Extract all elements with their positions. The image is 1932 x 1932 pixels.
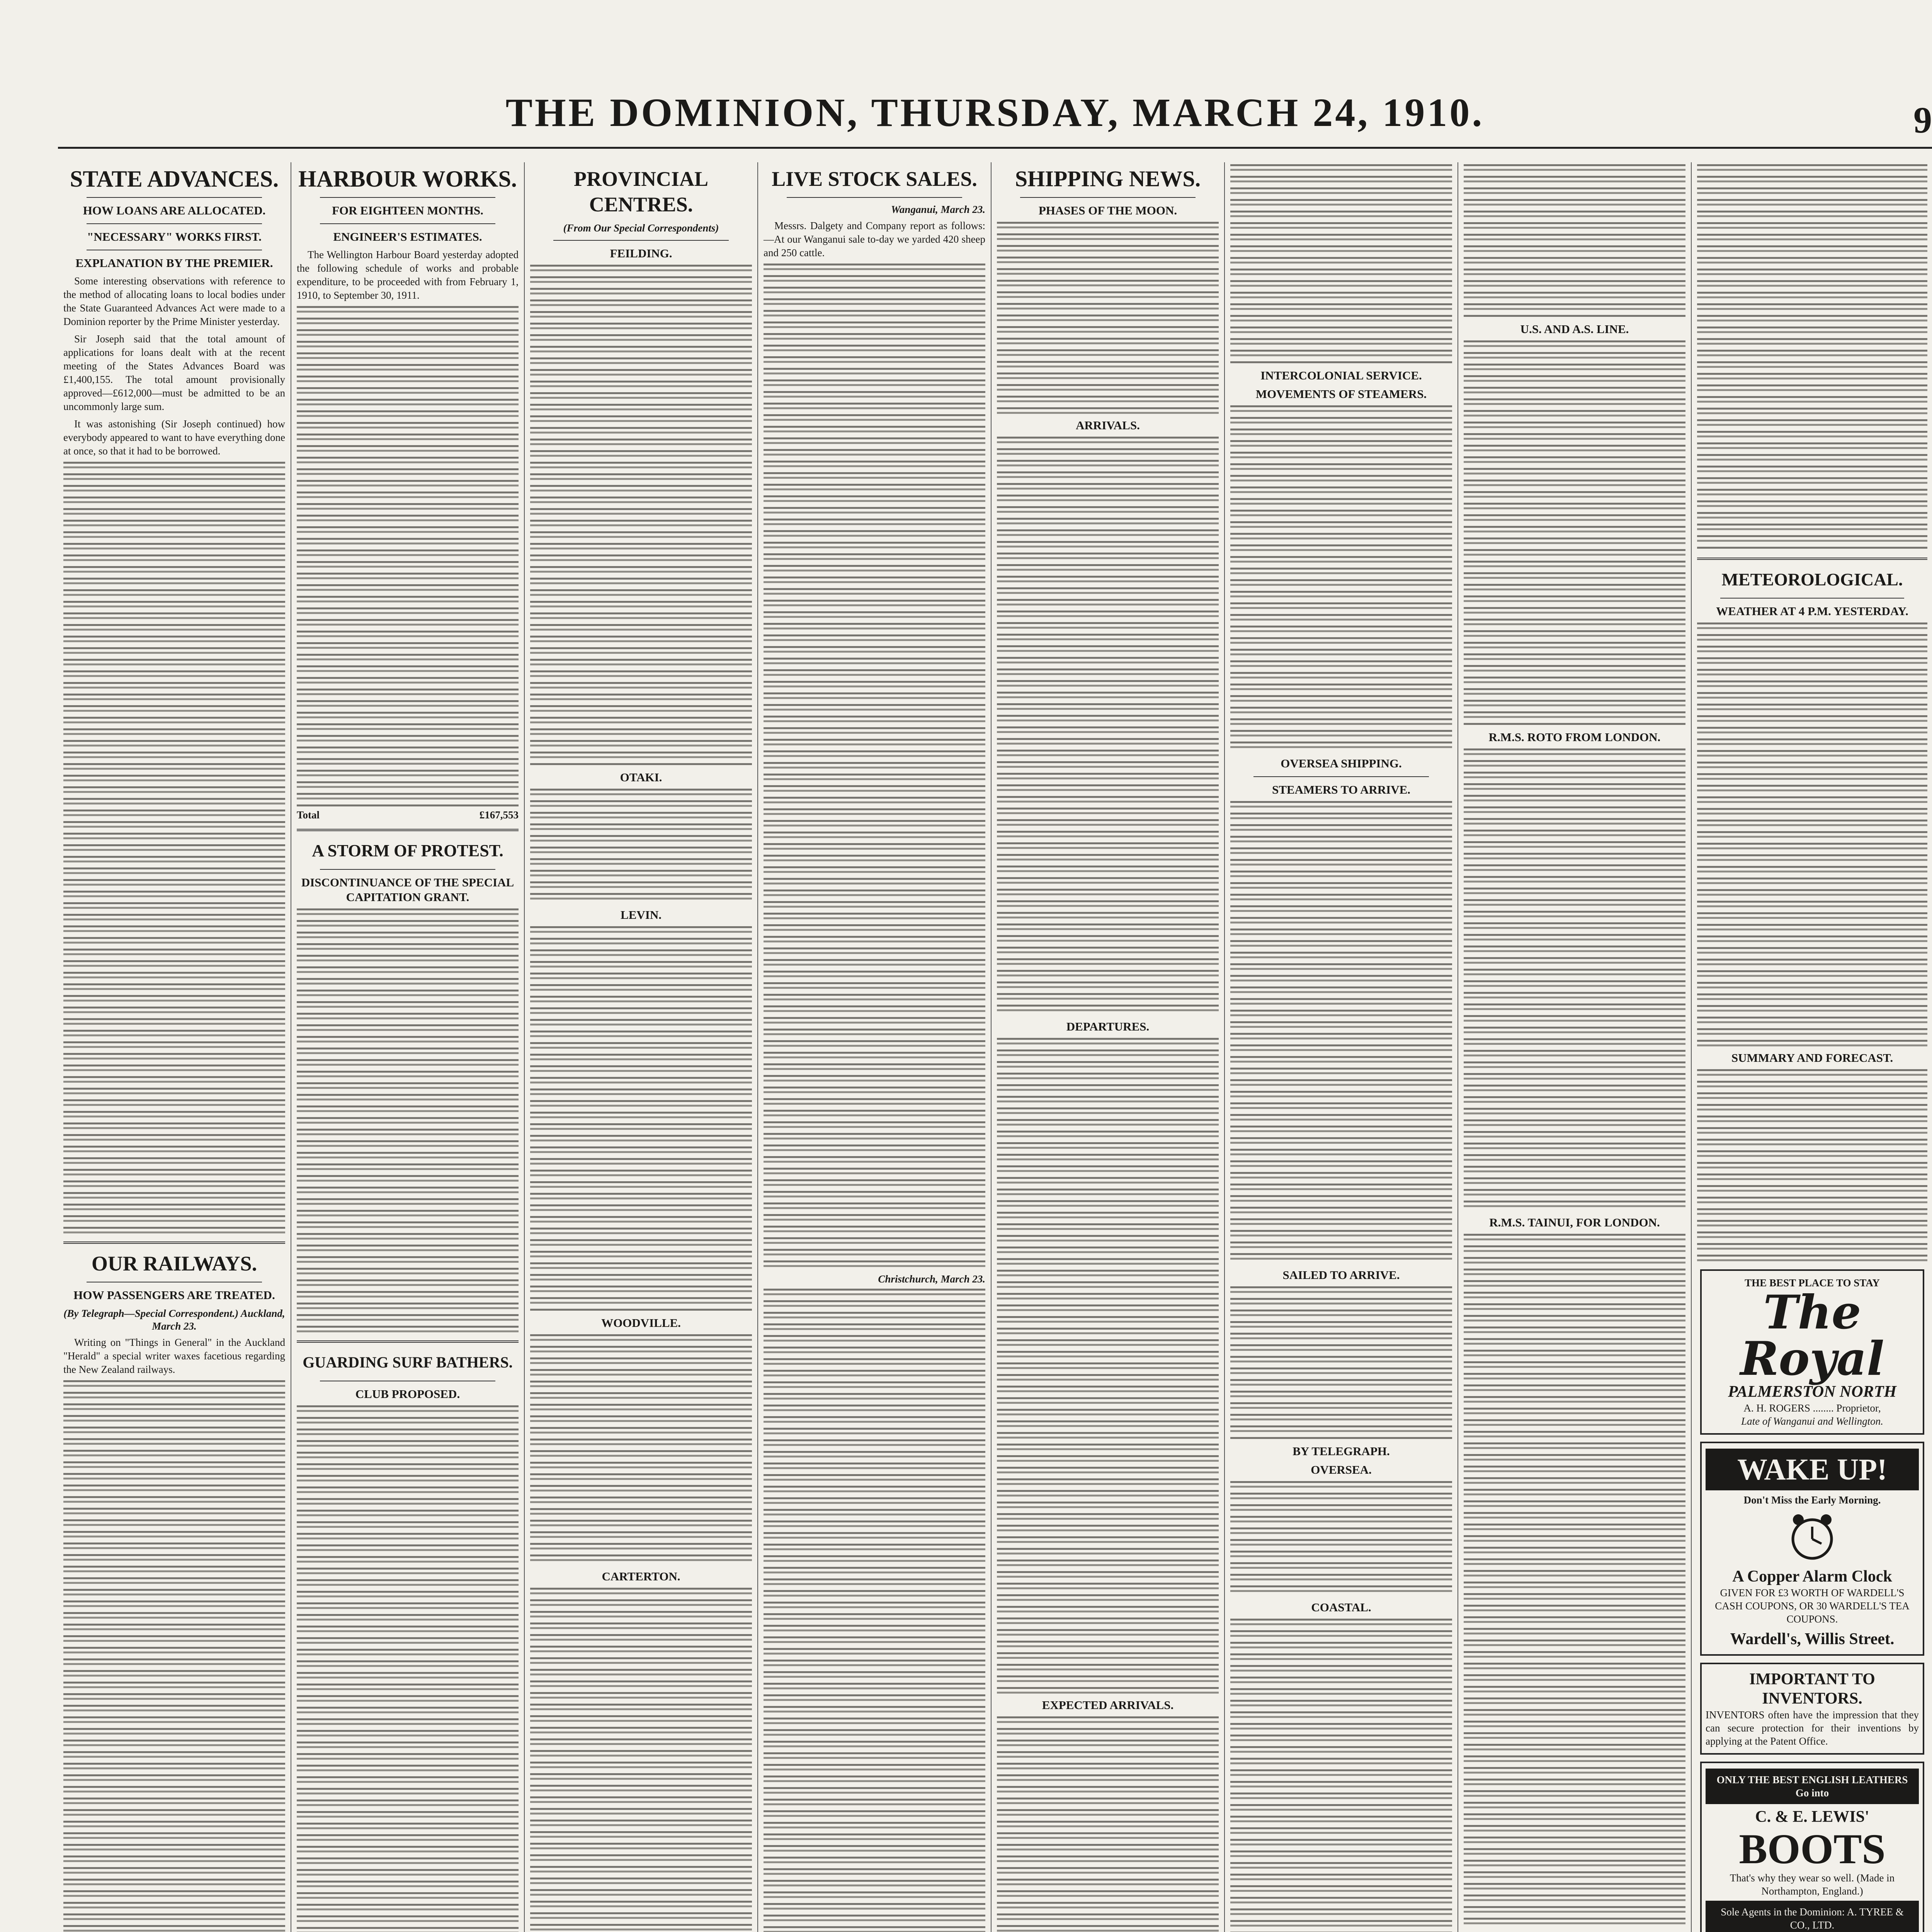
advert-tagline: ONLY THE BEST ENGLISH LEATHERS Go into	[1706, 1769, 1919, 1804]
divider	[87, 197, 262, 198]
headline-our-railways: OUR RAILWAYS.	[91, 1252, 257, 1275]
subhead: SUMMARY AND FORECAST.	[1731, 1051, 1893, 1065]
advert-headline: IMPORTANT TO INVENTORS.	[1749, 1670, 1875, 1708]
article-text-block	[1230, 801, 1452, 1265]
moon-phases-table	[997, 222, 1219, 415]
article-text-block	[63, 462, 285, 1235]
advert-hotel-name: The Royal	[1740, 1285, 1884, 1386]
advert-offer: A Copper Alarm Clock	[1732, 1568, 1892, 1585]
subhead: HOW LOANS ARE ALLOCATED.	[83, 204, 266, 217]
subhead: (From Our Special Correspondents)	[563, 222, 719, 234]
weather-forecast	[1697, 1069, 1927, 1262]
advert-headline: WAKE UP!	[1706, 1449, 1919, 1490]
page-number: 9	[1913, 99, 1932, 141]
article-text-block	[1230, 1619, 1452, 1932]
article-text-block	[1464, 1234, 1685, 1929]
subhead: BY TELEGRAPH.	[1293, 1444, 1390, 1458]
article-text-block	[63, 1380, 285, 1932]
advert-agents: Sole Agents in the Dominion: A. TYREE & CO., LTD.	[1706, 1901, 1919, 1932]
article-paragraph: Messrs. Dalgety and Company report as follows:—At our Wanganui sale to-day we yarded 420 sheep and 250 cattle.	[764, 220, 985, 259]
article-paragraph: Sir Joseph said that the total amount of applications for loans dealt with at the recent meeting of the States Advances Board was £1,400,155. The total amount provisionally approved—£612,000—must be admitted to be an uncommonly large sum.	[63, 333, 285, 412]
article-text-block	[530, 1588, 752, 1932]
advert-proprietor: A. H. ROGERS ........ Proprietor,	[1743, 1402, 1881, 1414]
article-text-block	[297, 1405, 519, 1932]
article-text-block	[764, 264, 985, 1268]
advert-note: Late of Wanganui and Wellington.	[1741, 1415, 1883, 1427]
town-heading: LEVIN.	[621, 908, 662, 922]
article-text-block	[764, 1289, 985, 1932]
divider	[1253, 776, 1429, 777]
headline-harbour-works: HARBOUR WORKS.	[298, 166, 517, 192]
subhead: DISCONTINUANCE OF THE SPECIAL CAPITATION GRANT.	[301, 876, 514, 904]
estimates-total-row	[297, 808, 519, 822]
article-text-block	[1230, 1481, 1452, 1597]
column-mail-notices	[1458, 162, 1692, 1932]
subhead: HOW PASSENGERS ARE TREATED.	[73, 1288, 275, 1302]
advert-tagline: THE BEST PLACE TO STAY	[1745, 1277, 1880, 1289]
subhead: DEPARTURES.	[1066, 1020, 1150, 1033]
advert-offer-detail: GIVEN FOR £3 WORTH OF WARDELL'S CASH COUPONS, OR 30 WARDELL'S TEA COUPONS.	[1715, 1587, 1910, 1625]
article-text-block	[530, 926, 752, 1313]
column-meteorological	[1692, 162, 1932, 1932]
advert-brand: C. & E. LEWIS'	[1755, 1808, 1869, 1826]
divider	[787, 197, 962, 198]
subhead: STEAMERS TO ARRIVE.	[1272, 783, 1411, 796]
column-harbour-works	[291, 162, 525, 1932]
article-paragraph: It was astonishing (Sir Joseph continued) how everybody appeared to want to have everything done at once, so that it had to be borrowed.	[63, 418, 285, 457]
headline-storm-of-protest: A STORM OF PROTEST.	[312, 841, 503, 860]
divider	[297, 829, 519, 831]
article-text-block	[1230, 164, 1452, 365]
town-heading: WOODVILLE.	[601, 1316, 681, 1330]
headline-live-stock-sales: LIVE STOCK SALES.	[772, 167, 977, 190]
subhead: "NECESSARY" WORKS FIRST.	[87, 230, 262, 243]
divider	[87, 223, 262, 224]
dateline: Wanganui, March 23.	[891, 204, 985, 215]
advert-location: PALMERSTON NORTH	[1728, 1383, 1896, 1401]
subhead: R.M.S. TAINUI, FOR LONDON.	[1489, 1216, 1660, 1229]
article-paragraph: Some interesting observations with reference to the method of allocating loans to local bodies under the State Guaranteed Advances Act were made to a Dominion reporter by the Prime Minister yesterday.	[63, 275, 285, 327]
headline-state-advances: STATE ADVANCES.	[70, 166, 279, 192]
subhead: ARRIVALS.	[1076, 418, 1140, 432]
article-text-block	[1464, 164, 1685, 319]
advert-line: Don't Miss the Early Morning.	[1743, 1494, 1881, 1506]
advert-lewis-boots	[1700, 1762, 1924, 1932]
advert-the-royal	[1700, 1269, 1924, 1435]
article-paragraph: The Wellington Harbour Board yesterday adopted the following schedule of works and probable expenditure, to be proceeded with from February 1, 1910, to September 30, 1911.	[297, 249, 519, 301]
column-live-stock-sales	[758, 162, 992, 1932]
subhead: INTERCOLONIAL SERVICE.	[1260, 369, 1422, 382]
headline-shipping-news: SHIPPING NEWS.	[1015, 166, 1201, 191]
article-text-block	[530, 789, 752, 905]
subhead: OVERSEA.	[1311, 1463, 1372, 1476]
subhead: EXPLANATION BY THE PREMIER.	[75, 256, 273, 270]
article-text-block	[530, 1334, 752, 1566]
town-heading: CARTERTON.	[602, 1570, 680, 1583]
weather-report	[1697, 622, 1927, 1048]
headline-meteorological: METEOROLOGICAL.	[1721, 570, 1903, 589]
headline-provincial-centres: PROVINCIAL CENTRES.	[573, 167, 709, 216]
article-text-block	[297, 908, 519, 1333]
article-text-block	[1697, 164, 1927, 551]
dateline: (By Telegraph—Special Correspondent.) Auckland, March 23.	[63, 1308, 285, 1332]
article-text-block	[1230, 405, 1452, 753]
subhead: ENGINEER'S ESTIMATES.	[333, 230, 482, 243]
subhead: SAILED TO ARRIVE.	[1282, 1268, 1400, 1282]
total-label: Total	[297, 809, 320, 821]
divider	[320, 223, 495, 224]
subhead: CLUB PROPOSED.	[355, 1387, 460, 1401]
column-shipping-news	[992, 162, 1225, 1932]
subhead: U.S. AND A.S. LINE.	[1520, 322, 1629, 336]
alarm-clock-icon	[1785, 1510, 1839, 1564]
subhead: R.M.S. ROTO FROM LONDON.	[1488, 730, 1661, 744]
estimates-table	[297, 306, 519, 808]
town-heading: FEILDING.	[610, 247, 672, 260]
subhead: EXPECTED ARRIVALS.	[1042, 1698, 1174, 1712]
departures-list	[997, 1038, 1219, 1695]
divider	[320, 869, 495, 870]
divider	[1020, 197, 1196, 198]
subhead: WEATHER AT 4 P.M. YESTERDAY.	[1716, 604, 1908, 618]
total-value: £167,553	[479, 809, 519, 821]
advert-note: That's why they wear so well. (Made in Northampton, England.)	[1730, 1872, 1895, 1897]
divider	[1720, 598, 1904, 599]
divider	[1697, 558, 1927, 560]
subhead: MOVEMENTS OF STEAMERS.	[1255, 387, 1427, 401]
advert-footer: Wardell's, Willis Street.	[1730, 1630, 1895, 1648]
subhead: COASTAL.	[1311, 1600, 1371, 1614]
headline-surf-bathers: GUARDING SURF BATHERS.	[303, 1354, 513, 1371]
subhead: PHASES OF THE MOON.	[1038, 204, 1177, 217]
article-text-block	[1230, 1286, 1452, 1441]
divider	[63, 1242, 285, 1244]
column-shipping-continued	[1225, 162, 1458, 1932]
divider	[297, 1340, 519, 1343]
advert-product: BOOTS	[1739, 1825, 1886, 1872]
masthead	[58, 89, 1932, 149]
article-text-block	[1464, 748, 1685, 1212]
article-text-block	[530, 265, 752, 767]
advert-body: INVENTORS often have the impression that they can secure protection for their inventions by applying at the Patent Office.	[1706, 1709, 1919, 1747]
expected-arrivals-list	[997, 1716, 1219, 1932]
dateline: Christchurch, March 23.	[878, 1273, 985, 1285]
subhead: FOR EIGHTEEN MONTHS.	[332, 204, 483, 217]
arrivals-list	[997, 437, 1219, 1016]
article-text-block	[1464, 340, 1685, 727]
divider	[553, 240, 729, 241]
divider	[320, 197, 495, 198]
town-heading: OTAKI.	[620, 770, 662, 784]
column-state-advances	[58, 162, 291, 1932]
article-paragraph: Writing on "Things in General" in the Auckland "Herald" a special writer waxes facetious regarding the New Zealand railways.	[63, 1337, 285, 1375]
column-provincial-centres	[525, 162, 758, 1932]
subhead: OVERSEA SHIPPING.	[1281, 757, 1402, 770]
advert-wake-up	[1700, 1442, 1924, 1656]
page-title: THE DOMINION, THURSDAY, MARCH 24, 1910.	[505, 90, 1485, 135]
advert-inventors	[1700, 1663, 1924, 1755]
